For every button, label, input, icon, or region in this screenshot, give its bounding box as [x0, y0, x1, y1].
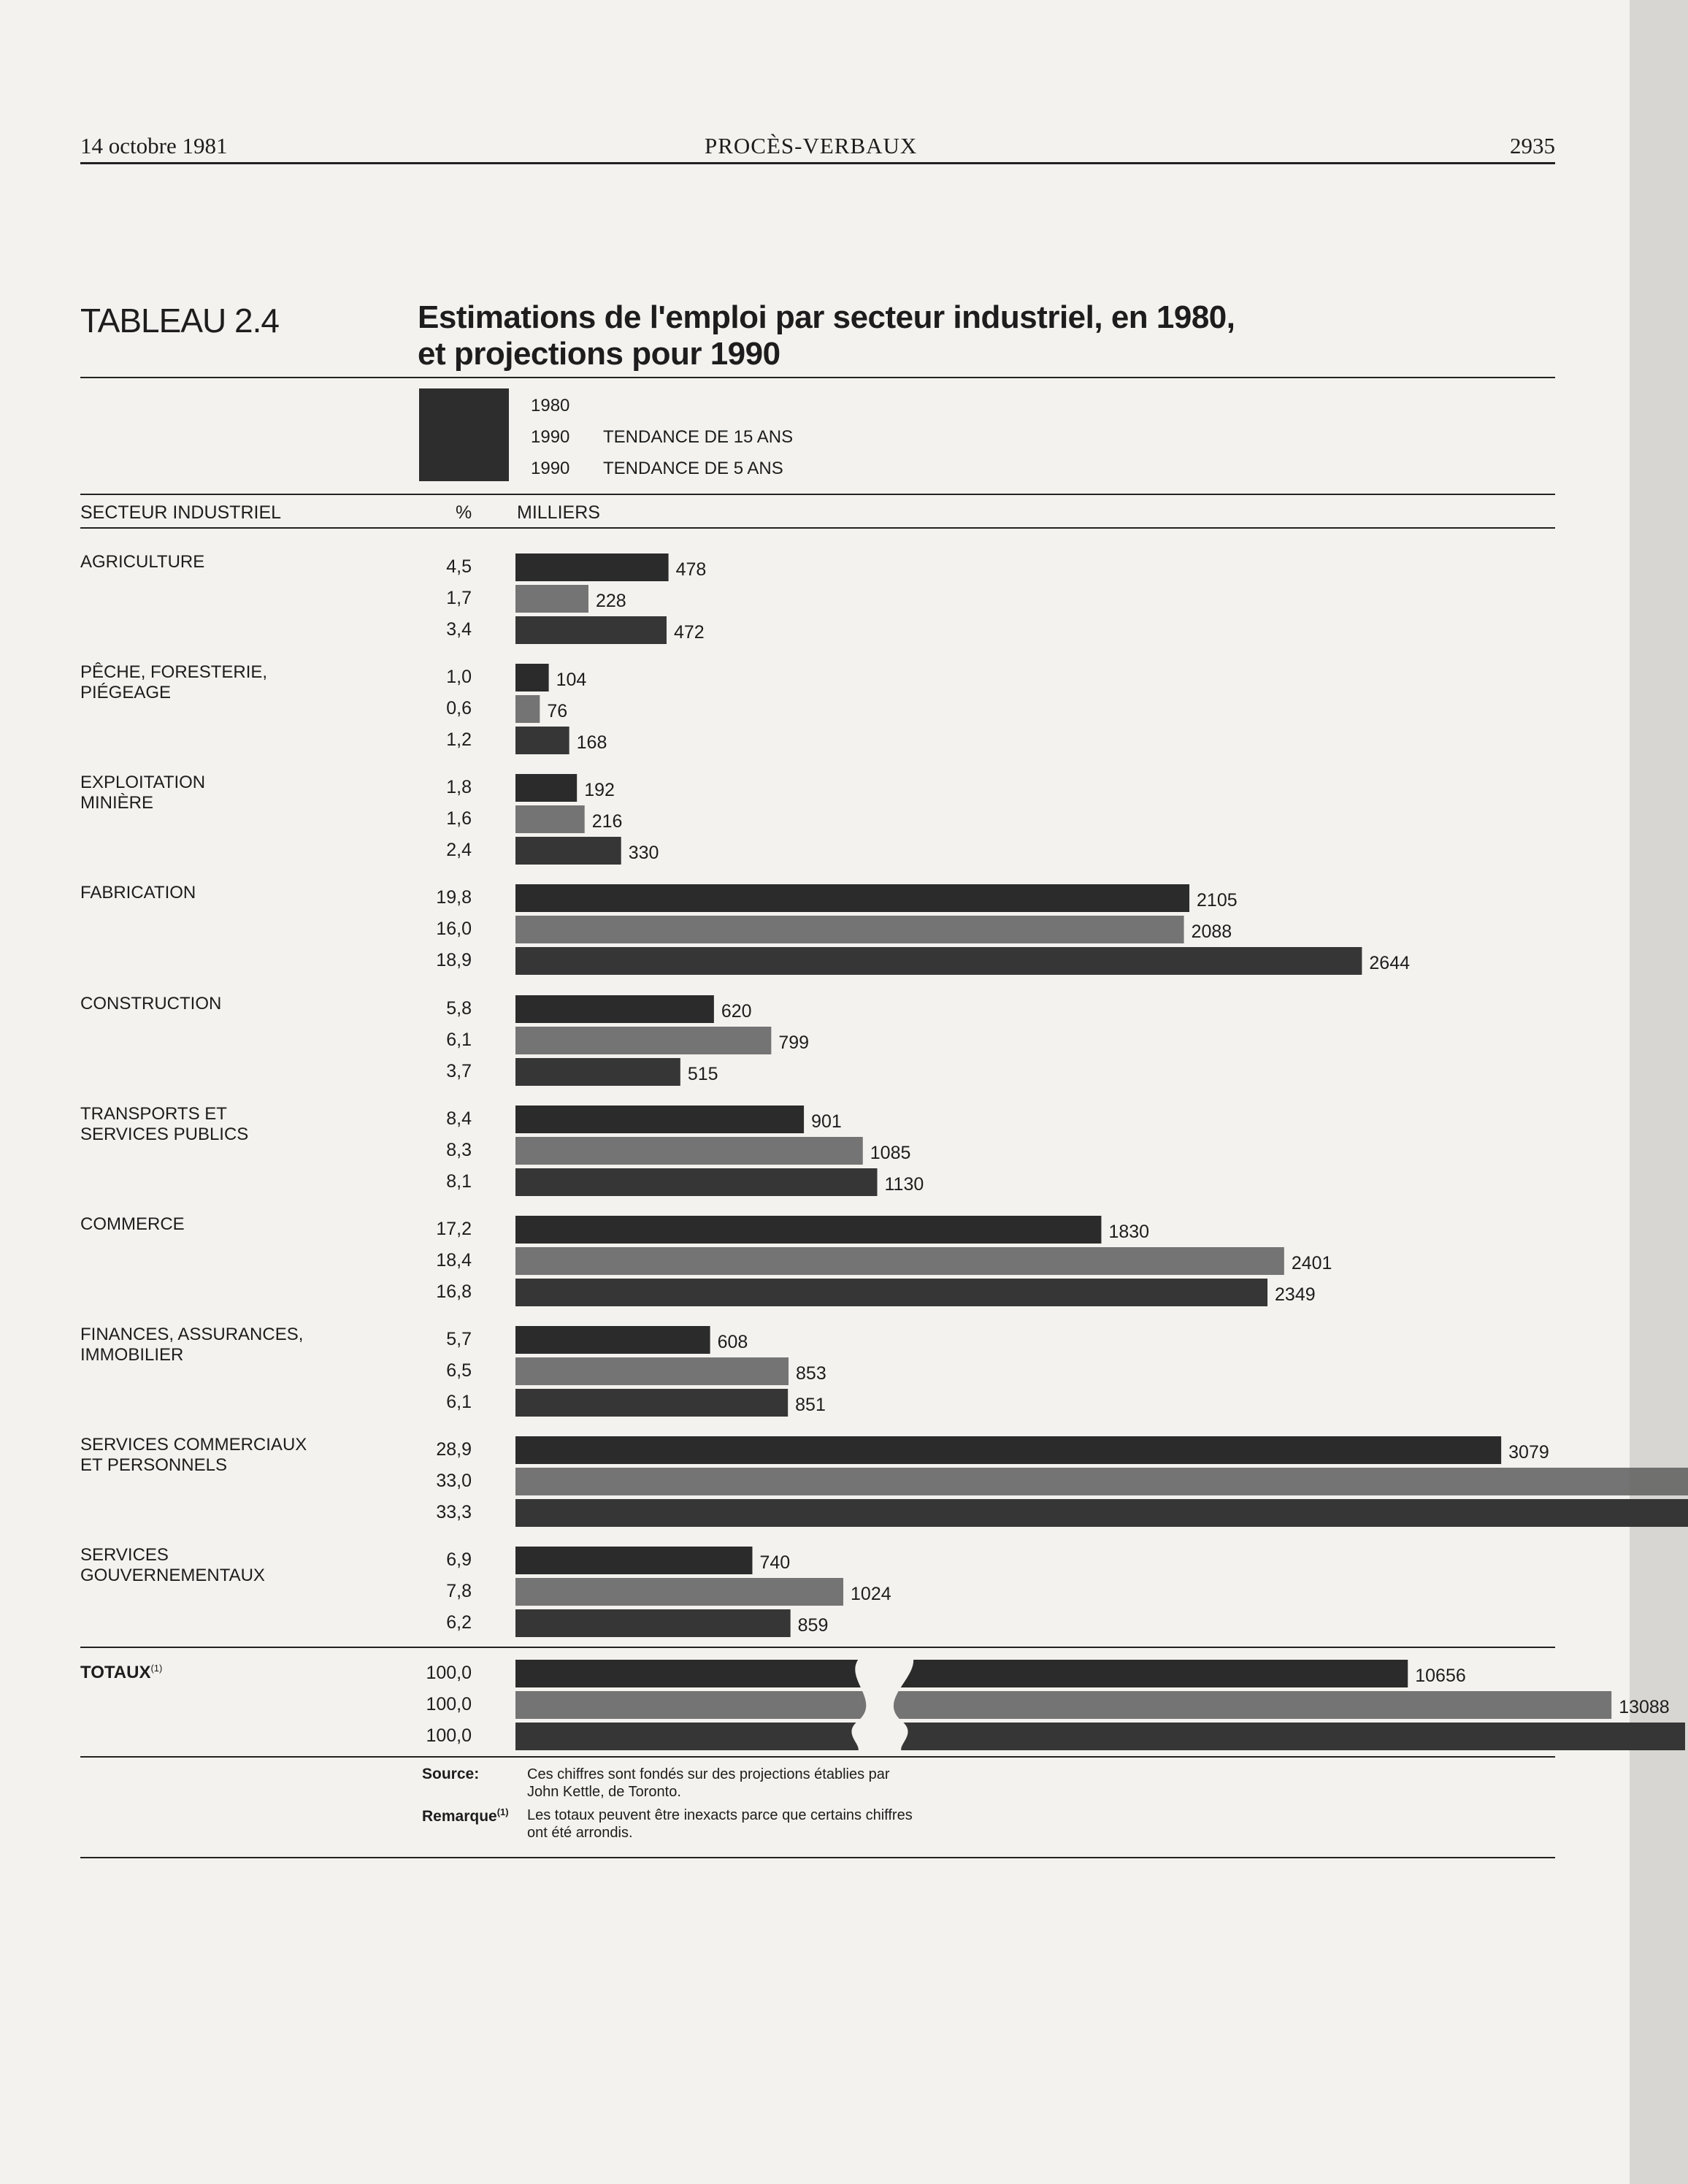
percent-value: 18,4: [436, 1250, 472, 1271]
category-label-line: IMMOBILIER: [80, 1345, 184, 1365]
bar: [515, 1216, 1101, 1244]
percent-value: 1,8: [446, 777, 472, 797]
bar-value-label: 3079: [1508, 1442, 1549, 1463]
bar-value-label: 104: [556, 670, 587, 690]
bar: [515, 947, 1362, 975]
percent-value: 6,1: [446, 1392, 472, 1412]
bar-value-label: 10656: [1415, 1666, 1466, 1686]
bar-value-label: 515: [687, 1064, 718, 1084]
bar: [515, 1660, 1408, 1687]
bar: [515, 1247, 1284, 1275]
category-label-line: TOTAUX$^{(1)}$: [80, 1663, 163, 1682]
column-header-thousands: MILLIERS: [517, 502, 600, 523]
bar-value-label: 853: [796, 1363, 826, 1384]
remark-label-text: Remarque: [422, 1808, 497, 1825]
bar-value-label: 168: [576, 732, 607, 753]
bar-value-label: 2401: [1291, 1253, 1332, 1273]
percent-value: 8,3: [446, 1140, 472, 1160]
percent-value: 19,8: [436, 887, 472, 908]
percent-value: 2,4: [446, 840, 472, 860]
category-label-line: SERVICES PUBLICS: [80, 1124, 249, 1144]
bar: [515, 1547, 752, 1574]
bar-value-label: 478: [675, 559, 707, 580]
percent-value: 16,8: [436, 1281, 472, 1302]
legend-year-1990-a: 1990: [531, 427, 570, 447]
header-date: 14 octobre 1981: [80, 133, 228, 158]
bar: [515, 1279, 1267, 1306]
percent-value: 3,7: [446, 1061, 472, 1081]
bar: [515, 1609, 791, 1637]
tableau-label: TABLEAU 2.4: [80, 302, 279, 340]
bar: [515, 1137, 863, 1165]
bar: [515, 1499, 1688, 1527]
header-section: PROCÈS-VERBAUX: [705, 133, 918, 158]
category-label-line: SERVICES COMMERCIAUX: [80, 1435, 307, 1455]
legend-year-1980: 1980: [531, 396, 570, 415]
percent-value: 18,9: [436, 950, 472, 970]
bar-value-label: 1130: [884, 1174, 924, 1195]
bar-value-label: 76: [547, 701, 568, 721]
bar-value-label: 2088: [1191, 922, 1232, 942]
bar: [515, 1468, 1688, 1495]
bar: [515, 1723, 1685, 1750]
bar: [515, 1027, 771, 1054]
bar: [515, 1578, 843, 1606]
percent-value: 100,0: [426, 1663, 472, 1683]
category-label-line: TRANSPORTS ET: [80, 1104, 227, 1124]
bar-value-label: 1024: [851, 1584, 891, 1604]
bar: [515, 664, 549, 691]
category-label-line: FABRICATION: [80, 883, 196, 903]
percent-value: 6,5: [446, 1360, 472, 1381]
category-label-line: PIÉGEAGE: [80, 683, 172, 702]
percent-value: 100,0: [426, 1694, 472, 1714]
legend-note-5-ans: TENDANCE DE 5 ANS: [603, 459, 783, 478]
remark-label: [422, 1806, 509, 1825]
bar: [515, 695, 540, 723]
legend-note-15-ans: TENDANCE DE 15 ANS: [603, 427, 794, 447]
percent-value: 4,5: [446, 556, 472, 577]
category-label-line: ET PERSONNELS: [80, 1455, 227, 1475]
category-label-line: COMMERCE: [80, 1214, 185, 1234]
percent-value: 1,7: [446, 588, 472, 608]
bottom-rule: [80, 1857, 1555, 1858]
bar: [515, 553, 669, 581]
chart-title-line-2: et projections pour 1990: [418, 336, 780, 372]
category-label-line: EXPLOITATION: [80, 773, 206, 792]
bar: [515, 1436, 1501, 1464]
bar-value-label: 472: [673, 622, 705, 643]
legend-year-1990-b: 1990: [531, 459, 570, 478]
column-header-percent: %: [456, 502, 472, 523]
source-text: Ces chiffres sont fondés sur des projections établies par John Kettle, de Toronto.: [527, 1766, 890, 1800]
percent-value: 5,7: [446, 1329, 472, 1349]
percent-value: 33,3: [436, 1502, 472, 1522]
percent-value: 100,0: [426, 1725, 472, 1746]
bar: [515, 616, 667, 644]
header-page-number: 2935: [1510, 133, 1555, 158]
bar-value-label: 851: [795, 1395, 826, 1415]
totals-superscript: (1): [150, 1663, 163, 1674]
bar: [515, 837, 621, 865]
bar-value-label: 620: [721, 1001, 752, 1022]
bar-value-label: 192: [584, 780, 615, 800]
category-label-line: FINANCES, ASSURANCES,: [80, 1325, 304, 1344]
percent-value: 0,6: [446, 698, 472, 719]
percent-value: 8,4: [446, 1108, 472, 1129]
category-label-line: GOUVERNEMENTAUX: [80, 1566, 265, 1585]
bar: [515, 1058, 680, 1086]
bar-value-label: 2105: [1197, 890, 1238, 911]
category-label-line: PÊCHE, FORESTERIE,: [80, 662, 268, 682]
percent-value: 6,2: [446, 1612, 472, 1633]
bar-value-label: 228: [595, 591, 626, 611]
percent-value: 6,9: [446, 1549, 472, 1570]
remark-superscript: (1): [496, 1806, 509, 1817]
bar-value-label: 13088: [1619, 1697, 1670, 1717]
bar: [515, 727, 569, 754]
chart-title-line-1: Estimations de l'emploi par secteur industriel, en 1980,: [418, 299, 1235, 335]
bar: [515, 585, 588, 613]
bar: [515, 1106, 804, 1133]
bar: [515, 1326, 710, 1354]
bar-value-label: 1830: [1108, 1222, 1150, 1242]
bar-value-label: 216: [591, 811, 623, 832]
category-label-line: CONSTRUCTION: [80, 994, 222, 1014]
percent-value: 17,2: [436, 1219, 472, 1239]
bar-value-label: 859: [797, 1615, 829, 1636]
bar: [515, 774, 577, 802]
bar: [515, 995, 714, 1023]
percent-value: 28,9: [436, 1439, 472, 1460]
bar-value-label: 901: [811, 1111, 842, 1132]
remark-text: Les totaux peuvent être inexacts parce que certains chiffres ont été arrondis.: [527, 1807, 913, 1841]
bar-value-label: 2349: [1275, 1284, 1316, 1305]
percent-value: 1,0: [446, 667, 472, 687]
bar: [515, 884, 1189, 912]
bar: [515, 916, 1184, 943]
percent-value: 1,2: [446, 729, 472, 750]
bar: [515, 1168, 878, 1196]
percent-value: 7,8: [446, 1581, 472, 1601]
bar: [515, 1691, 1611, 1719]
bar-value-label: 330: [628, 843, 659, 863]
percent-value: 16,0: [436, 919, 472, 939]
bar-value-label: 740: [759, 1552, 791, 1573]
bar: [515, 805, 585, 833]
source-label: Source:: [422, 1766, 480, 1782]
percent-value: 1,6: [446, 808, 472, 829]
bar-value-label: 608: [717, 1332, 748, 1352]
percent-value: 6,1: [446, 1030, 472, 1050]
column-header-sector: SECTEUR INDUSTRIEL: [80, 502, 282, 523]
percent-value: 3,4: [446, 619, 472, 640]
percent-value: 33,0: [436, 1471, 472, 1491]
category-label-line: SERVICES: [80, 1545, 169, 1565]
percent-value: 8,1: [446, 1171, 472, 1192]
bar-value-label: 799: [778, 1032, 810, 1053]
bar-value-label: 1085: [870, 1143, 911, 1163]
percent-value: 5,8: [446, 998, 472, 1019]
category-label-line: MINIÈRE: [80, 793, 154, 813]
bar: [515, 1389, 788, 1417]
bar-value-label: 2644: [1369, 953, 1411, 973]
category-label-line: AGRICULTURE: [80, 552, 205, 572]
bar: [515, 1357, 789, 1385]
